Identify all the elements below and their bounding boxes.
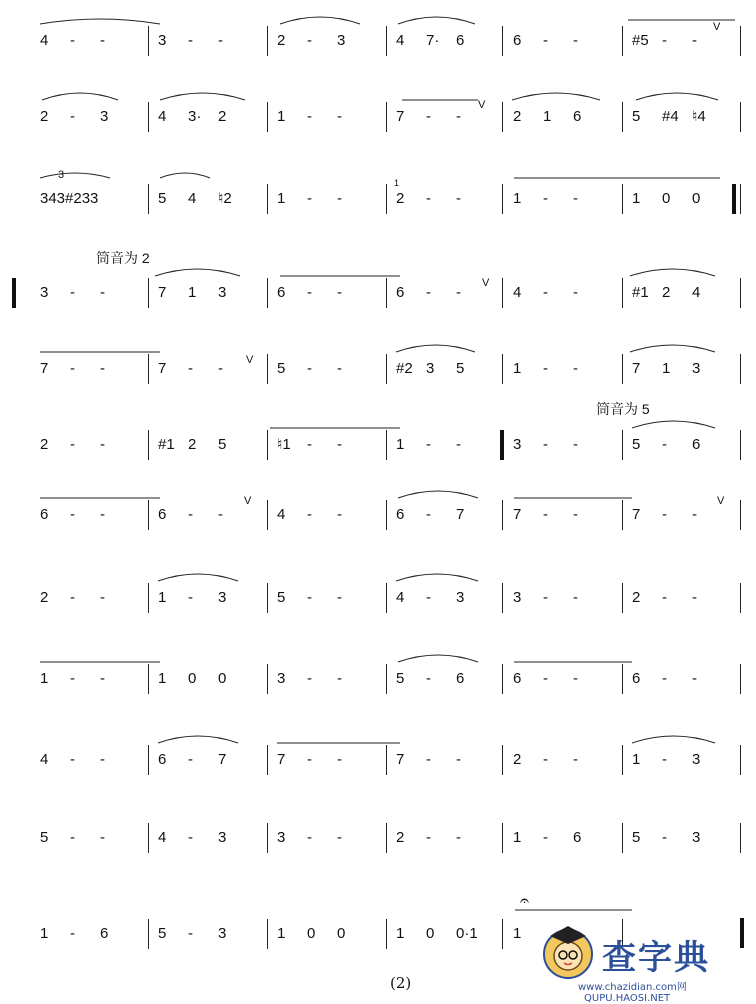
note: - [337, 108, 342, 125]
slur [158, 574, 238, 581]
note: - [662, 32, 667, 49]
note: 6 [692, 436, 701, 453]
note: 3 [277, 670, 286, 687]
note: 1 [277, 108, 286, 125]
note: - [662, 670, 667, 687]
breath-mark: V [246, 354, 254, 366]
note: - [307, 32, 312, 49]
watermark-url-2: QUPU.HAOSI.NET [584, 993, 671, 1004]
note: 3 [218, 925, 227, 942]
note: 3 [158, 32, 167, 49]
note: 1 [188, 284, 197, 301]
note: 1 [632, 190, 641, 207]
note: - [662, 829, 667, 846]
note: 1 [40, 925, 49, 942]
note: - [543, 506, 548, 523]
note: 2 [513, 751, 522, 768]
note: - [426, 506, 431, 523]
note: 2 [632, 589, 641, 606]
note: 3 [692, 751, 701, 768]
note: - [70, 506, 75, 523]
note: 0 [692, 190, 701, 207]
note: 1 [158, 589, 167, 606]
note: - [188, 829, 193, 846]
note: #2 [396, 360, 413, 377]
note: - [70, 360, 75, 377]
note: 7 [40, 360, 49, 377]
note: 5 [632, 436, 641, 453]
note: 7· [426, 32, 440, 49]
note: - [188, 32, 193, 49]
note: - [692, 32, 697, 49]
note: 0 [218, 670, 227, 687]
note: - [456, 751, 461, 768]
note: - [543, 190, 548, 207]
note: 6 [100, 925, 109, 942]
note: - [456, 436, 461, 453]
note: 3 [218, 589, 227, 606]
note: 5 [456, 360, 465, 377]
note: 3 [40, 284, 49, 301]
watermark-url-suffix: 网 [676, 982, 687, 993]
note: 6 [396, 284, 405, 301]
note: - [456, 108, 461, 125]
note: - [100, 829, 105, 846]
note: 7 [158, 360, 167, 377]
note: - [307, 108, 312, 125]
note: - [426, 829, 431, 846]
note: 7 [513, 506, 522, 523]
note: 2 [396, 829, 405, 846]
note: 3 [218, 829, 227, 846]
repeat-end-bar [732, 184, 736, 214]
note: 2 [277, 32, 286, 49]
slur [280, 17, 360, 24]
note: 3 [90, 190, 99, 207]
note: 1 [513, 190, 522, 207]
note: - [70, 670, 75, 687]
note: 3 [277, 829, 286, 846]
note: 1 [513, 829, 522, 846]
note: - [307, 284, 312, 301]
note: ♮1 [277, 436, 291, 453]
slur [512, 93, 600, 100]
slur [636, 93, 718, 100]
note: - [337, 284, 342, 301]
note: #1 [158, 436, 175, 453]
fermata-icon: 𝄐 [520, 893, 529, 910]
note: - [692, 670, 697, 687]
note: 1 [513, 360, 522, 377]
slur [632, 421, 715, 428]
note: 4 [396, 589, 405, 606]
note: 0 [188, 670, 197, 687]
final-bar [740, 918, 744, 948]
note: 4 [40, 32, 49, 49]
note: 4 [277, 506, 286, 523]
note: 5 [40, 829, 49, 846]
note: 1 [662, 360, 671, 377]
note: 6 [40, 506, 49, 523]
mascot-logo-icon [536, 918, 600, 982]
note: - [573, 751, 578, 768]
note: 4 [692, 284, 701, 301]
note: 3 [692, 829, 701, 846]
note: - [100, 360, 105, 377]
section-label-tube-2: 筒音为 2 [96, 250, 150, 266]
note: 1 [543, 108, 552, 125]
note: #4 [662, 108, 679, 125]
slur [396, 574, 478, 581]
note: 5 [218, 436, 227, 453]
note: 7 [456, 506, 465, 523]
note: 1 [632, 751, 641, 768]
note: - [337, 360, 342, 377]
note: 3 [692, 360, 701, 377]
slur [398, 17, 475, 24]
note: 3 [456, 589, 465, 606]
note: - [426, 190, 431, 207]
note: 0 [426, 925, 435, 942]
note: 2 [40, 436, 49, 453]
note: - [70, 108, 75, 125]
note: - [307, 436, 312, 453]
note: #1 [632, 284, 649, 301]
note: - [456, 190, 461, 207]
note: 4 [396, 32, 405, 49]
note: - [188, 925, 193, 942]
note: - [662, 589, 667, 606]
note: 3 [100, 108, 109, 125]
breath-mark: V [482, 277, 490, 289]
slur [155, 269, 240, 276]
repeat-start-bar [12, 278, 16, 308]
note: - [426, 284, 431, 301]
note: 1 [277, 925, 286, 942]
note: - [337, 829, 342, 846]
note: - [307, 190, 312, 207]
note: - [100, 506, 105, 523]
note: - [426, 108, 431, 125]
tuplet-number: 3 [58, 169, 65, 181]
watermark-text: 查字典 [602, 938, 710, 978]
note: 6 [573, 829, 582, 846]
slur [42, 93, 118, 100]
note: 4 [158, 108, 167, 125]
note: 4 [188, 190, 197, 207]
note: - [573, 589, 578, 606]
note: #5 [632, 32, 649, 49]
note: 3 [426, 360, 435, 377]
note: 4 [513, 284, 522, 301]
breath-mark: V [717, 495, 725, 507]
slur [630, 269, 715, 276]
note: 4 [40, 751, 49, 768]
note: - [218, 506, 223, 523]
repeat-end-bar [500, 430, 504, 460]
note: 5 [158, 925, 167, 942]
note: 7 [277, 751, 286, 768]
slur [630, 345, 715, 352]
note: 5 [632, 829, 641, 846]
page-number: (2) [390, 974, 412, 992]
note: - [70, 32, 75, 49]
note: - [188, 589, 193, 606]
note: 6 [632, 670, 641, 687]
note: 3 [337, 32, 346, 49]
note: - [426, 589, 431, 606]
note: - [337, 589, 342, 606]
note: 1 [40, 670, 49, 687]
note: 2 [396, 190, 405, 207]
breath-mark: V [478, 99, 486, 111]
breath-mark: V [713, 21, 721, 33]
note: 0 [337, 925, 346, 942]
note: 3· [188, 108, 202, 125]
note: - [456, 284, 461, 301]
note: 3 [513, 436, 522, 453]
note: - [100, 32, 105, 49]
note: 0 [662, 190, 671, 207]
slur [40, 19, 160, 24]
note: - [70, 589, 75, 606]
note: - [307, 360, 312, 377]
slur [40, 173, 110, 178]
slur [160, 173, 210, 178]
note: 2 [662, 284, 671, 301]
note: - [692, 506, 697, 523]
note: 2 [188, 436, 197, 453]
note: - [307, 751, 312, 768]
note: 2 [40, 589, 49, 606]
slur [632, 736, 715, 743]
note: - [337, 436, 342, 453]
note: 3 [513, 589, 522, 606]
note: 2 [218, 108, 227, 125]
watermark-url-main: www.chazidian.com [578, 982, 677, 993]
note: - [70, 751, 75, 768]
note: - [337, 506, 342, 523]
breath-mark: V [244, 495, 252, 507]
note: 6 [277, 284, 286, 301]
note: 5 [277, 589, 286, 606]
note: 7 [396, 108, 405, 125]
section-label-tube-5: 筒音为 5 [596, 401, 650, 417]
slur [398, 655, 478, 662]
slur [160, 93, 245, 100]
note: - [573, 670, 578, 687]
note: 6 [456, 670, 465, 687]
note: - [543, 751, 548, 768]
note: - [100, 751, 105, 768]
note: - [100, 284, 105, 301]
note: 7 [158, 284, 167, 301]
note: 1 [396, 925, 405, 942]
note: 5 [632, 108, 641, 125]
note: - [662, 506, 667, 523]
note: - [337, 190, 342, 207]
note: - [307, 829, 312, 846]
note: - [662, 436, 667, 453]
note: 343#23 [40, 190, 91, 207]
note: - [100, 670, 105, 687]
note: 3 [218, 284, 227, 301]
note: - [573, 190, 578, 207]
note: 5 [277, 360, 286, 377]
note: 7 [218, 751, 227, 768]
note: - [70, 284, 75, 301]
note: 6 [396, 506, 405, 523]
note: 1 [277, 190, 286, 207]
note: - [100, 589, 105, 606]
note: 5 [158, 190, 167, 207]
note: - [307, 506, 312, 523]
note: - [543, 360, 548, 377]
note: - [426, 670, 431, 687]
note: 7 [632, 360, 641, 377]
note: 0·1 [456, 925, 478, 942]
note: - [543, 32, 548, 49]
watermark-url [578, 978, 756, 1004]
note: - [218, 32, 223, 49]
note: - [573, 436, 578, 453]
note: - [543, 829, 548, 846]
note: - [188, 360, 193, 377]
note: 1 [513, 925, 522, 942]
note: - [426, 436, 431, 453]
note: 2 [40, 108, 49, 125]
note: 7 [396, 751, 405, 768]
note: 6 [158, 751, 167, 768]
note: - [662, 751, 667, 768]
note: - [543, 589, 548, 606]
note: ♮2 [218, 190, 232, 207]
slur [396, 345, 475, 352]
note: - [573, 32, 578, 49]
note: - [70, 925, 75, 942]
note: - [456, 829, 461, 846]
note: 6 [456, 32, 465, 49]
note: 6 [513, 670, 522, 687]
note: - [573, 506, 578, 523]
note: 4 [158, 829, 167, 846]
note: - [337, 670, 342, 687]
slur [398, 491, 478, 498]
note: - [543, 670, 548, 687]
note: - [573, 284, 578, 301]
note: - [426, 751, 431, 768]
note: ♮4 [692, 108, 706, 125]
note: 2 [513, 108, 522, 125]
note: - [543, 284, 548, 301]
note: - [307, 589, 312, 606]
note: - [543, 436, 548, 453]
note: - [70, 436, 75, 453]
note: - [100, 436, 105, 453]
note: 6 [513, 32, 522, 49]
note: - [70, 829, 75, 846]
note: - [188, 751, 193, 768]
note: - [573, 360, 578, 377]
note: - [307, 670, 312, 687]
slur [158, 736, 238, 743]
note: - [337, 751, 342, 768]
note: - [692, 589, 697, 606]
note: 5 [396, 670, 405, 687]
note: 6 [158, 506, 167, 523]
note: 0 [307, 925, 316, 942]
note: 6 [573, 108, 582, 125]
note: 1 [158, 670, 167, 687]
note: - [188, 506, 193, 523]
note: 7 [632, 506, 641, 523]
note: 1 [396, 436, 405, 453]
note: - [218, 360, 223, 377]
grace-note: 1 [394, 178, 400, 188]
